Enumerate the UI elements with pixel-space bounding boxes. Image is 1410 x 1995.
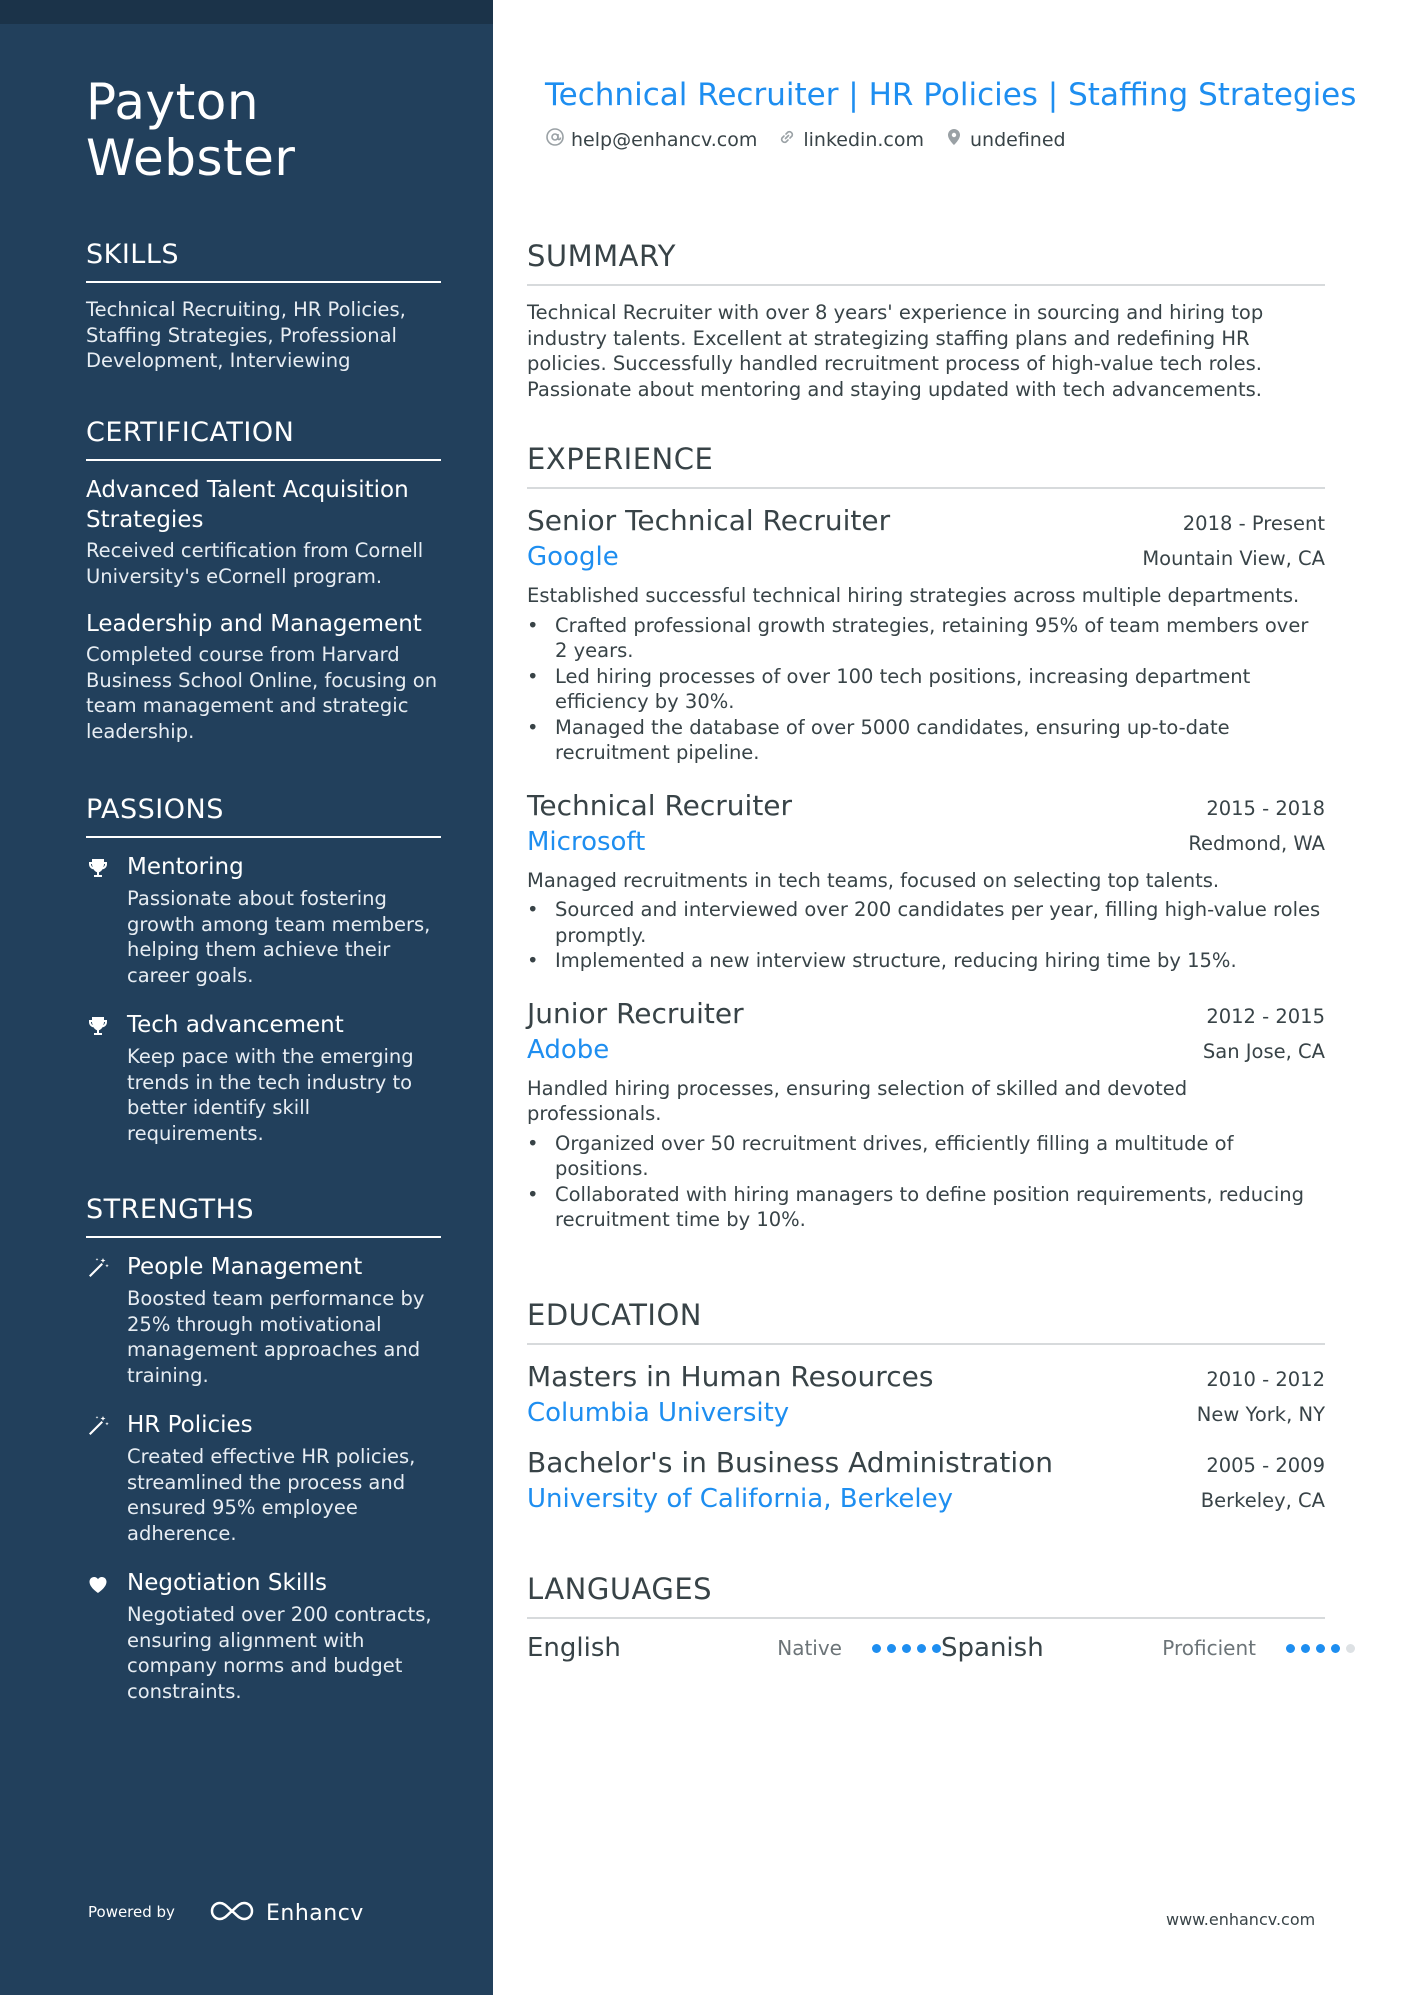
brand-name: Enhancv [266,1900,364,1926]
education-title: EDUCATION [527,1297,1325,1345]
job-bullets [527,613,1325,766]
experience-title: EXPERIENCE [527,441,1325,489]
strength-item-desc: Created effective HR policies, streamlined the process and ensured 95% employee adherence. [127,1445,416,1545]
job-location: Mountain View, CA [1142,547,1325,570]
rating-dot-filled [902,1644,911,1653]
language-item [527,1633,941,1663]
certification-item [86,475,441,589]
candidate-name [86,74,295,186]
summary-title: SUMMARY [527,238,1325,286]
magic-wand-icon [86,1414,110,1438]
education-dates: 2010 - 2012 [1206,1368,1325,1391]
job-company: Microsoft [527,826,646,857]
education-entry [527,1445,1325,1517]
at-icon [545,127,571,152]
education-location: New York, NY [1196,1403,1325,1426]
infinity-logo-icon [208,1898,256,1928]
passion-item-title: Tech advancement [127,1012,344,1038]
job-dates: 2018 - Present [1182,512,1325,535]
passion-item [86,852,441,988]
summary-section [527,238,1325,402]
languages-title: LANGUAGES [527,1571,1325,1619]
passion-item [86,1010,441,1146]
strength-item-desc: Negotiated over 200 contracts, ensuring alignment with company norms and budget constraints. [127,1603,432,1703]
trophy-icon [86,856,110,880]
job-role: Junior Recruiter [527,996,744,1030]
strength-item [86,1252,441,1388]
education-location: Berkeley, CA [1200,1489,1325,1512]
job-bullet: • Organized over 50 recruitment drives, efficiently filling a multitude of positions. [527,1131,1325,1182]
rating-dot-filled [887,1644,896,1653]
job-bullets [527,897,1325,974]
job-bullet: • Implemented a new interview structure, reducing hiring time by 15%. [527,948,1325,974]
certification-section [86,416,441,764]
trophy-icon [86,1014,110,1038]
language-level: Proficient [1162,1636,1256,1660]
job-role: Technical Recruiter [527,788,793,822]
language-name: Spanish [941,1633,1044,1663]
rating-dot-filled [917,1644,926,1653]
job-bullet: • Led hiring processes of over 100 tech positions, increasing department efficiency by 30%. [527,664,1325,715]
contact-email-text: help@enhancv.com [571,128,758,151]
job-bullet: • Managed the database of over 5000 candidates, ensuring up-to-date recruitment pipeline. [527,715,1325,766]
strengths-section [86,1193,441,1726]
link-icon [777,127,803,152]
job-location: San Jose, CA [1202,1039,1325,1063]
education-dates: 2005 - 2009 [1206,1454,1325,1477]
language-rating [1286,1644,1355,1653]
education-entry [527,1359,1325,1431]
website-link[interactable]: www.enhancv.com [1166,1910,1316,1929]
skills-section [86,238,441,374]
certification-title: CERTIFICATION [86,416,441,461]
job-description: Handled hiring processes, ensuring selection of skilled and devoted professionals. [527,1076,1188,1125]
certification-item [86,609,441,744]
education-degree: Bachelor's in Business Administration [527,1446,1054,1479]
skills-text: Technical Recruiting, HR Policies, Staffing Strategies, Professional Development, Interviewing [86,298,406,372]
heart-icon [86,1572,110,1596]
job-description: Managed recruitments in tech teams, focused on selecting top talents. [527,868,1220,892]
job-bullets [527,1131,1325,1233]
language-rating [872,1644,941,1653]
contact-location [944,127,1066,152]
contact-bar [545,127,1086,152]
job-entry [527,503,1325,766]
certification-item-title: Advanced Talent Acquisition Strategies [86,477,409,533]
passions-section [86,793,441,1168]
location-icon [944,127,970,152]
skills-title: SKILLS [86,238,441,283]
passion-item-desc: Keep pace with the emerging trends in the tech industry to better identify skill requirements. [127,1045,414,1145]
education-section [527,1297,1325,1531]
job-role: Senior Technical Recruiter [527,504,891,537]
language-name: English [527,1633,621,1663]
passion-item-title: Mentoring [127,854,244,880]
contact-linkedin[interactable] [777,127,924,152]
certification-item-title: Leadership and Management [86,611,422,637]
job-location: Redmond, WA [1188,831,1325,855]
contact-email[interactable] [545,127,757,152]
job-dates: 2015 - 2018 [1206,796,1325,820]
job-company: Google [527,542,619,572]
powered-by-label: Powered by [88,1903,175,1921]
rating-dot-filled [1331,1644,1340,1653]
education-degree: Masters in Human Resources [527,1360,934,1393]
language-level: Native [777,1636,842,1660]
job-company: Adobe [527,1034,610,1065]
certification-item-desc: Completed course from Harvard Business School Online, focusing on team management and strategic leadership. [86,643,438,743]
magic-wand-icon [86,1256,110,1280]
rating-dot-filled [932,1644,941,1653]
rating-dot-filled [872,1644,881,1653]
language-item [941,1633,1355,1663]
contact-location-text: undefined [970,128,1066,151]
job-bullet: • Crafted professional growth strategies, retaining 95% of team members over 2 years. [527,613,1325,664]
strength-item-title: HR Policies [127,1412,253,1438]
enhancv-logo[interactable] [208,1898,364,1928]
job-entry [527,996,1325,1233]
job-description: Established successful technical hiring strategies across multiple departments. [527,584,1300,607]
experience-section [527,441,1325,1255]
contact-linkedin-text: linkedin.com [803,128,924,151]
languages-section [527,1571,1325,1663]
education-school: University of California, Berkeley [527,1484,953,1514]
job-dates: 2012 - 2015 [1206,1004,1325,1028]
rating-dot-filled [1316,1644,1325,1653]
rating-dot-empty [1346,1644,1355,1653]
job-bullet: • Sourced and interviewed over 200 candidates per year, filling high-value roles promptly. [527,897,1325,948]
strength-item-desc: Boosted team performance by 25% through motivational management approaches and training. [127,1287,425,1387]
sidebar [0,0,493,1995]
rating-dot-filled [1286,1644,1295,1653]
strength-item [86,1410,441,1546]
strength-item-title: People Management [127,1254,363,1280]
rating-dot-filled [1301,1644,1310,1653]
last-name: Webster [86,129,296,187]
strength-item-title: Negotiation Skills [127,1570,327,1596]
sidebar-top-band [0,0,493,24]
languages-row [527,1633,1325,1663]
strengths-title: STRENGTHS [86,1193,441,1238]
passion-item-desc: Passionate about fostering growth among team members, helping them achieve their career goals. [127,887,431,987]
summary-text: Technical Recruiter with over 8 years' experience in sourcing and hiring top industry talents. Excellent at strategizing staffing plans and redefining HR policies. Successfully handled recruitment process of high-value tech roles. Passionate about mentoring and staying updated with tech advancements. [527,301,1264,401]
headline: Technical Recruiter | HR Policies | Staffing Strategies [545,77,1357,113]
first-name: Payton [86,73,260,131]
certification-item-desc: Received certification from Cornell University's eCornell program. [86,539,424,588]
strength-item [86,1568,441,1704]
passions-title: PASSIONS [86,793,441,838]
job-bullet: • Collaborated with hiring managers to define position requirements, reducing recruitment time by 10%. [527,1182,1325,1233]
education-school: Columbia University [527,1398,790,1428]
job-entry [527,788,1325,974]
